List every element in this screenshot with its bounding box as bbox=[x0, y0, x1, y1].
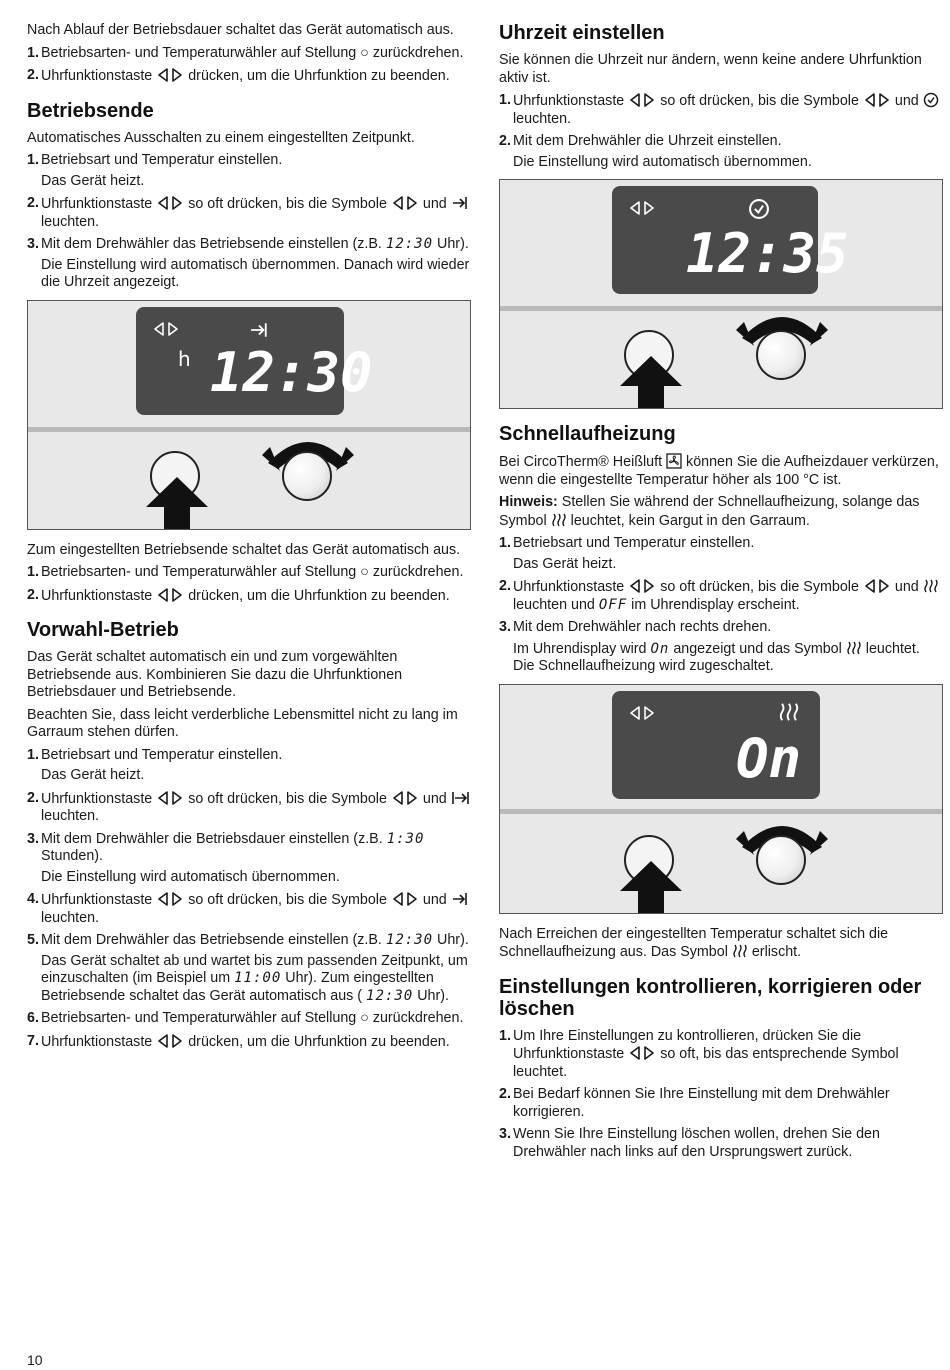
clock-function-icon bbox=[391, 891, 419, 907]
hours-indicator: h bbox=[178, 346, 191, 371]
list-item: 4. Uhrfunktionstaste so oft drücken, bis die Symbole und leuchten. bbox=[27, 891, 471, 927]
list-item: 3. Mit dem Drehwähler das Betriebsende einstellen (z.B. 12:30 Uhr). Die Einstellung wird automatisch übernommen. Danach wird wieder die Uhrzeit angezeigt. bbox=[27, 236, 470, 290]
section-heading-einstellungen: Einstellungen kontrollieren, korrigieren oder löschen bbox=[499, 975, 922, 1020]
list-item: 2. Uhrfunktionstaste drücken, um die Uhrfunktion zu beenden. bbox=[27, 586, 450, 604]
clock-function-icon bbox=[391, 195, 419, 211]
list-item: 3. Wenn Sie Ihre Einstellung löschen wollen, drehen Sie den Drehwähler nach links auf den Ursprungswert zurück. bbox=[499, 1126, 880, 1160]
time-readout: 12:30 bbox=[210, 340, 373, 404]
press-arrow-icon bbox=[620, 861, 682, 913]
hint-paragraph: Hinweis: Stellen Sie während der Schnellaufheizung, solange das Symbol leuchtet, kein Gargut in den Garraum. bbox=[499, 494, 920, 529]
list-item: 2. Uhrfunktionstaste so oft drücken, bis die Symbole und leuchten und OFF im Uhrendisplay erscheint. bbox=[499, 578, 943, 614]
clock-function-icon bbox=[628, 578, 656, 594]
hot-air-fan-icon bbox=[666, 453, 682, 469]
oven-display-figure bbox=[499, 179, 943, 409]
press-arrow-icon bbox=[146, 477, 208, 529]
clock-function-icon bbox=[628, 92, 656, 108]
end-time-icon bbox=[451, 195, 469, 211]
time-readout: 12:35 bbox=[686, 222, 849, 285]
status-readout: On bbox=[736, 726, 802, 790]
clock-function-icon bbox=[156, 1033, 184, 1049]
section-heading-vorwahl: Vorwahl-Betrieb bbox=[27, 619, 179, 641]
press-arrow-icon bbox=[620, 356, 682, 408]
list-item: 7. Uhrfunktionstaste drücken, um die Uhrfunktion zu beenden. bbox=[27, 1032, 450, 1050]
clock-function-icon bbox=[391, 790, 419, 806]
list-item: 1. Betriebsart und Temperatur einstellen. Das Gerät heizt. bbox=[499, 535, 755, 572]
list-item: 3. Mit dem Drehwähler nach rechts drehen. Im Uhrendisplay wird On angezeigt und das Symbol leuchtet. Die Schnellaufheizung wird zugeschaltet. bbox=[499, 619, 920, 674]
list-item: 1. Betriebsart und Temperatur einstellen. Das Gerät heizt. bbox=[27, 746, 283, 783]
list-item: 1. Betriebsarten- und Temperaturwähler auf Stellung ○ zurückdrehen. bbox=[27, 564, 464, 580]
panel-rail bbox=[28, 427, 470, 432]
rapid-heat-icon bbox=[551, 512, 567, 528]
clock-function-icon bbox=[156, 891, 184, 907]
end-time-icon bbox=[451, 891, 469, 907]
after-paragraph: Nach Erreichen der eingestellten Temperatur schaltet sich die Schnellaufheizung aus. Das Symbol erlischt. bbox=[499, 925, 889, 960]
section-paragraph: Beachten Sie, dass leicht verderbliche Lebensmittel nicht zu lang im Garraum stehen dürfen. bbox=[27, 706, 458, 740]
list-item: 1. Betriebsarten- und Temperaturwähler auf Stellung ○ zurückdrehen. bbox=[27, 44, 464, 61]
duration-icon bbox=[451, 790, 471, 806]
clock-function-icon bbox=[156, 67, 184, 83]
section-paragraph: Bei CircoTherm® Heißluft können Sie die Aufheizdauer verkürzen, wenn die eingestellte Temperatur höher als 100 °C ist. bbox=[499, 454, 939, 488]
list-item: 1. Betriebsart und Temperatur einstellen. Das Gerät heizt. bbox=[27, 152, 283, 189]
rotary-knob[interactable] bbox=[282, 451, 332, 501]
section-intro: Sie können die Uhrzeit nur ändern, wenn keine andere Uhrfunktion aktiv ist. bbox=[499, 52, 922, 86]
clock-icon bbox=[748, 198, 770, 220]
list-item: 2. Bei Bedarf können Sie Ihre Einstellung mit dem Drehwähler korrigieren. bbox=[499, 1086, 890, 1120]
after-paragraph: Zum eingestellten Betriebsende schaltet das Gerät automatisch aus. bbox=[27, 541, 461, 558]
clock-function-icon bbox=[156, 790, 184, 806]
end-time-icon bbox=[248, 321, 270, 339]
rotary-knob[interactable] bbox=[756, 835, 806, 885]
section-paragraph: Das Gerät schaltet automatisch ein und zum vorgewählten Betriebsende aus. Kombinieren Sie dazu die Uhrfunktionen Betriebsdauer und Betriebsende. bbox=[27, 649, 403, 700]
list-item: 2. Mit dem Drehwähler die Uhrzeit einstellen. Die Einstellung wird automatisch übernommen. bbox=[499, 133, 812, 170]
clock-function-icon bbox=[628, 705, 656, 721]
clock-function-icon bbox=[628, 1045, 656, 1061]
rapid-heat-icon bbox=[923, 578, 939, 594]
clock-function-icon bbox=[152, 321, 180, 337]
clock-function-icon bbox=[863, 92, 891, 108]
panel-rail bbox=[500, 809, 942, 814]
section-intro: Automatisches Ausschalten zu einem eingestellten Zeitpunkt. bbox=[27, 129, 415, 146]
section-heading-uhrzeit: Uhrzeit einstellen bbox=[499, 22, 665, 44]
rapid-heat-icon bbox=[846, 640, 862, 656]
list-item: 3. Mit dem Drehwähler die Betriebsdauer einstellen (z.B. 1:30 Stunden). Die Einstellung wird automatisch übernommen. bbox=[27, 830, 425, 885]
clock-icon bbox=[923, 92, 939, 108]
section-heading-schnellaufheizung: Schnellaufheizung bbox=[499, 423, 676, 445]
rapid-heat-icon bbox=[732, 943, 748, 959]
rapid-heat-icon bbox=[778, 701, 800, 723]
panel-rail bbox=[500, 306, 942, 311]
intro-paragraph: Nach Ablauf der Betriebsdauer schaltet das Gerät automatisch aus. bbox=[27, 22, 454, 38]
oven-display-figure bbox=[27, 300, 471, 530]
page-number: 10 bbox=[27, 1352, 43, 1368]
left-column bbox=[27, 22, 471, 1056]
list-item: 5. Mit dem Drehwähler das Betriebsende einstellen (z.B. 12:30 Uhr). Das Gerät schaltet ab und wartet bis zum passenden Zeitpunkt, um einzuschalten (im Beispiel um 11:00 Uhr). Zum eingestellten Betriebsende schaltet das Gerät automatisch aus ( 12:30 Uhr). bbox=[27, 932, 469, 1004]
section-heading-betriebsende: Betriebsende bbox=[27, 99, 154, 122]
list-item: 2. Uhrfunktionstaste drücken, um die Uhrfunktion zu beenden. bbox=[27, 67, 450, 84]
clock-function-icon bbox=[628, 200, 656, 216]
rotary-knob[interactable] bbox=[756, 330, 806, 380]
list-item: 2. Uhrfunktionstaste so oft drücken, bis die Symbole und leuchten. bbox=[27, 790, 471, 826]
list-item: 2. Uhrfunktionstaste so oft drücken, bis die Symbole und leuchten. bbox=[27, 195, 471, 231]
list-item: 6. Betriebsarten- und Temperaturwähler auf Stellung ○ zurückdrehen. bbox=[27, 1010, 464, 1026]
clock-function-icon bbox=[863, 578, 891, 594]
right-column bbox=[499, 22, 943, 1166]
list-item: 1. Uhrfunktionstaste so oft drücken, bis die Symbole und leuchten. bbox=[499, 92, 943, 128]
oven-display-figure bbox=[499, 684, 943, 914]
clock-function-icon bbox=[156, 195, 184, 211]
list-item: 1. Um Ihre Einstellungen zu kontrollieren, drücken Sie die Uhrfunktionstaste so oft, bis das entsprechende Symbol leuchtet. bbox=[499, 1027, 899, 1080]
clock-function-icon bbox=[156, 587, 184, 603]
